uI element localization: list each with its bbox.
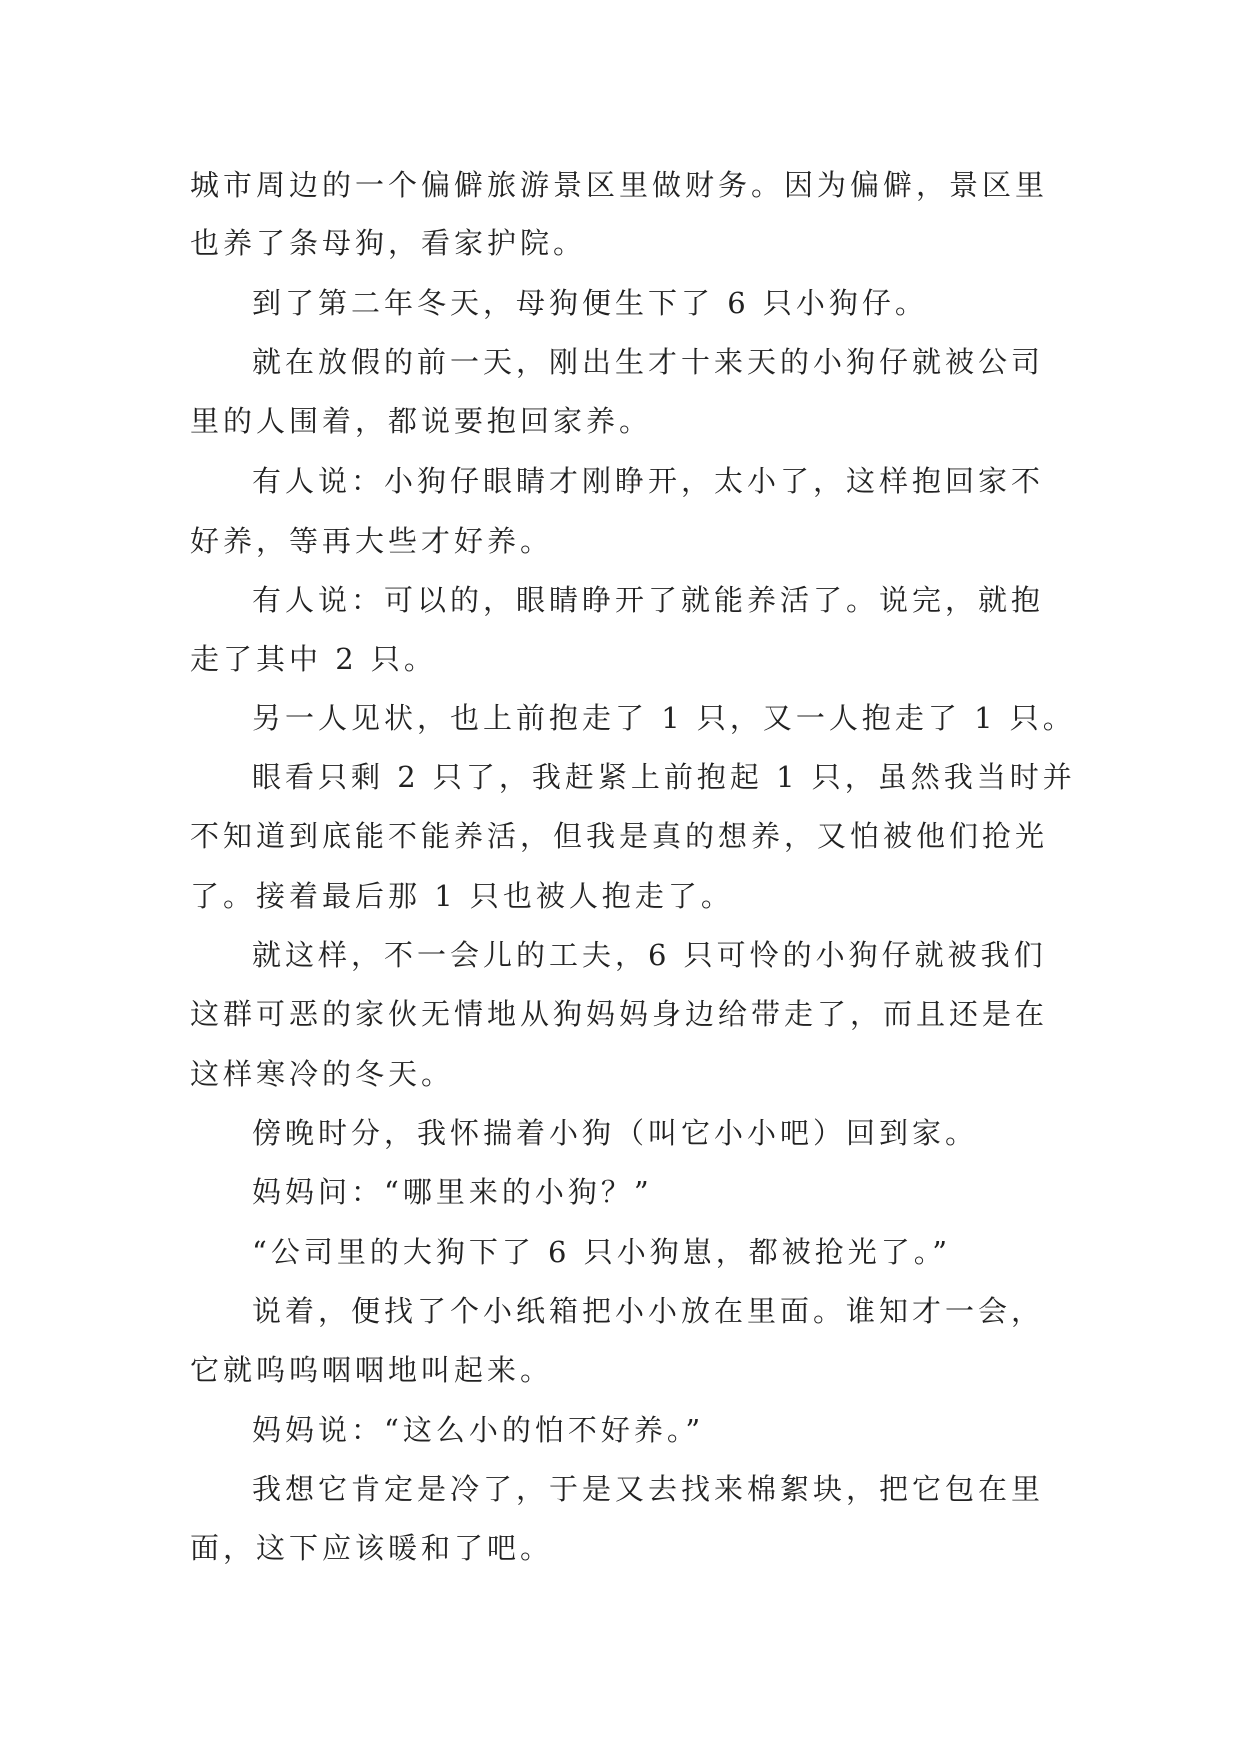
text-line: 傍晚时分，我怀揣着小狗（叫它小小吧）回到家。 xyxy=(252,1116,979,1150)
text-line: 了。接着最后那 1 只也被人抱走了。 xyxy=(190,879,734,913)
text-line: 有人说：小狗仔眼睛才刚睁开，太小了，这样抱回家不 xyxy=(252,464,1045,498)
text-line: 妈妈说：“这么小的怕不好养。” xyxy=(252,1413,705,1447)
text-line: 也养了条母狗，看家护院。 xyxy=(190,226,587,260)
text-line: 就这样，不一会儿的工夫，6 只可怜的小狗仔就被我们 xyxy=(252,938,1047,972)
text-line: 不知道到底能不能养活，但我是真的想养，又怕被他们抢光 xyxy=(190,819,1049,853)
text-line: 妈妈问：“哪里来的小狗？” xyxy=(252,1175,653,1209)
text-line: 它就呜呜咽咽地叫起来。 xyxy=(190,1353,554,1387)
text-line: 我想它肯定是冷了，于是又去找来棉絮块，把它包在里 xyxy=(252,1472,1045,1506)
text-line: 到了第二年冬天，母狗便生下了 6 只小狗仔。 xyxy=(252,286,928,320)
text-line: 好养，等再大些才好养。 xyxy=(190,524,554,558)
text-line: 这群可恶的家伙无情地从狗妈妈身边给带走了，而且还是在 xyxy=(190,997,1049,1031)
text-line: 就在放假的前一天，刚出生才十来天的小狗仔就被公司 xyxy=(252,345,1045,379)
text-line: 城市周边的一个偏僻旅游景区里做财务。因为偏僻，景区里 xyxy=(190,168,1049,202)
text-line: 这样寒冷的冬天。 xyxy=(190,1057,455,1091)
text-line: 有人说：可以的，眼睛睁开了就能养活了。说完，就抱 xyxy=(252,583,1045,617)
text-line: 里的人围着，都说要抱回家养。 xyxy=(190,404,653,438)
text-line: 另一人见状，也上前抱走了 1 只，又一人抱走了 1 只。 xyxy=(252,701,1076,735)
text-line: 走了其中 2 只。 xyxy=(190,642,437,676)
text-line: 面，这下应该暖和了吧。 xyxy=(190,1531,554,1565)
text-line: 眼看只剩 2 只了，我赶紧上前抱起 1 只，虽然我当时并 xyxy=(252,760,1076,794)
text-line: 说着，便找了个小纸箱把小小放在里面。谁知才一会， xyxy=(252,1294,1045,1328)
text-line: “公司里的大狗下了 6 只小狗崽，都被抢光了。” xyxy=(252,1235,952,1269)
